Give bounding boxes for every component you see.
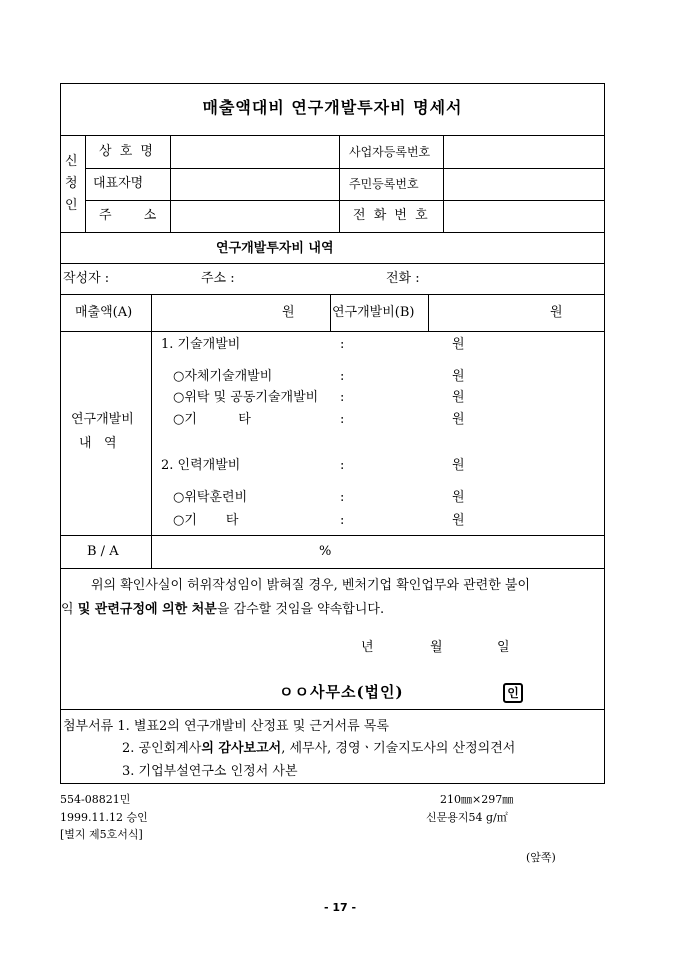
seal-mark	[503, 683, 523, 703]
phone-number-label: 전 화 번 호	[353, 208, 430, 223]
rule	[61, 535, 604, 536]
rnd-item-name: ○위탁훈련비	[173, 490, 248, 505]
pledge-line1: 위의 확인사실이 허위작성임이 밝혀질 경우, 벤처기업 확인업무와 관련한 불이	[91, 578, 531, 593]
rnd-item-colon: :	[340, 369, 345, 384]
writer-phone-label: 전화 :	[386, 271, 420, 286]
sales-label: 매출액(A)	[75, 305, 133, 320]
rule	[61, 568, 604, 569]
rule	[443, 135, 444, 232]
seal-icon: 인	[503, 683, 523, 703]
rnd-details-label: 내 역	[79, 436, 117, 451]
applicant-label-char: 신	[65, 154, 78, 169]
writer-address-label: 주소 :	[201, 271, 235, 286]
attachment-line	[122, 741, 515, 757]
rnd-cost-unit: 원	[550, 305, 563, 320]
rule	[428, 294, 429, 331]
pledge-text: 을 감수할 것임을 약속합니다.	[216, 602, 385, 617]
rule	[61, 331, 604, 332]
office-name: ㅇㅇ사무소(법인)	[279, 683, 404, 701]
attachment-text: , 세무사, 경영ㆍ기술지도사의 산정의견서	[281, 741, 516, 756]
company-name-label: 상 호 명	[99, 144, 155, 159]
section-title: 연구개발투자비 내역	[216, 241, 334, 256]
rnd-item-name: 2. 인력개발비	[161, 458, 241, 473]
rule	[330, 294, 331, 331]
rnd-item-unit: 원	[452, 369, 465, 384]
rnd-item-colon: :	[340, 390, 345, 405]
attachment-text: 2. 공인회계사	[122, 741, 202, 756]
paper-size: 210㎜×297㎜	[440, 793, 514, 806]
business-reg-no-label: 사업자등록번호	[349, 145, 431, 159]
rnd-details-label: 연구개발비	[71, 412, 134, 427]
form-code: 554-08821민	[60, 793, 131, 806]
rnd-item-colon: :	[340, 490, 345, 505]
form-title: 매출액대비 연구개발투자비 명세서	[202, 98, 463, 117]
rnd-item-unit: 원	[452, 490, 465, 505]
rule	[61, 263, 604, 264]
rnd-item-colon: :	[340, 412, 345, 427]
ratio-label: B / A	[87, 544, 119, 559]
writer-label: 작성자 :	[63, 271, 110, 286]
rule	[170, 135, 171, 232]
attachment-line: 첨부서류 1. 별표2의 연구개발비 산정표 및 근거서류 목록	[63, 719, 389, 734]
rnd-item-unit: 원	[452, 513, 465, 528]
rnd-item-unit: 원	[452, 337, 465, 352]
rnd-item-colon: :	[340, 458, 345, 473]
attachment-text-bold: 의 감사보고서	[201, 741, 282, 756]
rule	[85, 200, 604, 201]
rule	[85, 135, 86, 232]
applicant-label-char: 청	[65, 176, 78, 191]
representative-label: 대표자명	[93, 176, 144, 191]
rule	[85, 168, 604, 169]
rule	[339, 135, 340, 232]
address-label: 주 소	[99, 208, 157, 223]
date-year: 년	[361, 640, 374, 655]
rnd-item-name: ○위탁 및 공동기술개발비	[173, 390, 319, 405]
rnd-item-name: ○기 타	[173, 412, 251, 427]
date-month: 월	[430, 640, 443, 655]
rnd-item-unit: 원	[452, 412, 465, 427]
form-frame	[60, 83, 605, 784]
form-number: [별지 제5호서식]	[60, 828, 143, 841]
rule	[61, 232, 604, 233]
pledge-text: 익	[61, 602, 78, 617]
page-number: - 17 -	[323, 901, 357, 914]
paper-type: 신문용지54 g/㎡	[426, 811, 508, 824]
pledge-line2	[61, 602, 384, 618]
resident-reg-no-label: 주민등록번호	[349, 177, 419, 191]
rnd-item-unit: 원	[452, 390, 465, 405]
rnd-item-colon: :	[340, 513, 345, 528]
rnd-cost-label: 연구개발비(B)	[332, 305, 415, 320]
attachment-line: 3. 기업부설연구소 인정서 사본	[122, 764, 298, 779]
date-day: 일	[497, 640, 510, 655]
rnd-item-colon: :	[340, 337, 345, 352]
ratio-unit: %	[319, 544, 332, 559]
approval-date: 1999.11.12 승인	[60, 811, 148, 824]
rule	[61, 709, 604, 710]
rule	[61, 135, 604, 136]
rule	[61, 294, 604, 295]
applicant-label-char: 인	[65, 198, 78, 213]
rnd-item-name: 1. 기술개발비	[161, 337, 241, 352]
rnd-item-name: ○자체기술개발비	[173, 369, 273, 384]
rule	[151, 294, 152, 568]
pledge-text-bold: 및 관련규정에 의한 처분	[77, 602, 217, 617]
sales-unit: 원	[282, 305, 295, 320]
rnd-item-name: ○기 타	[173, 513, 239, 528]
front-side-label: (앞쪽)	[526, 851, 556, 864]
rnd-item-unit: 원	[452, 458, 465, 473]
